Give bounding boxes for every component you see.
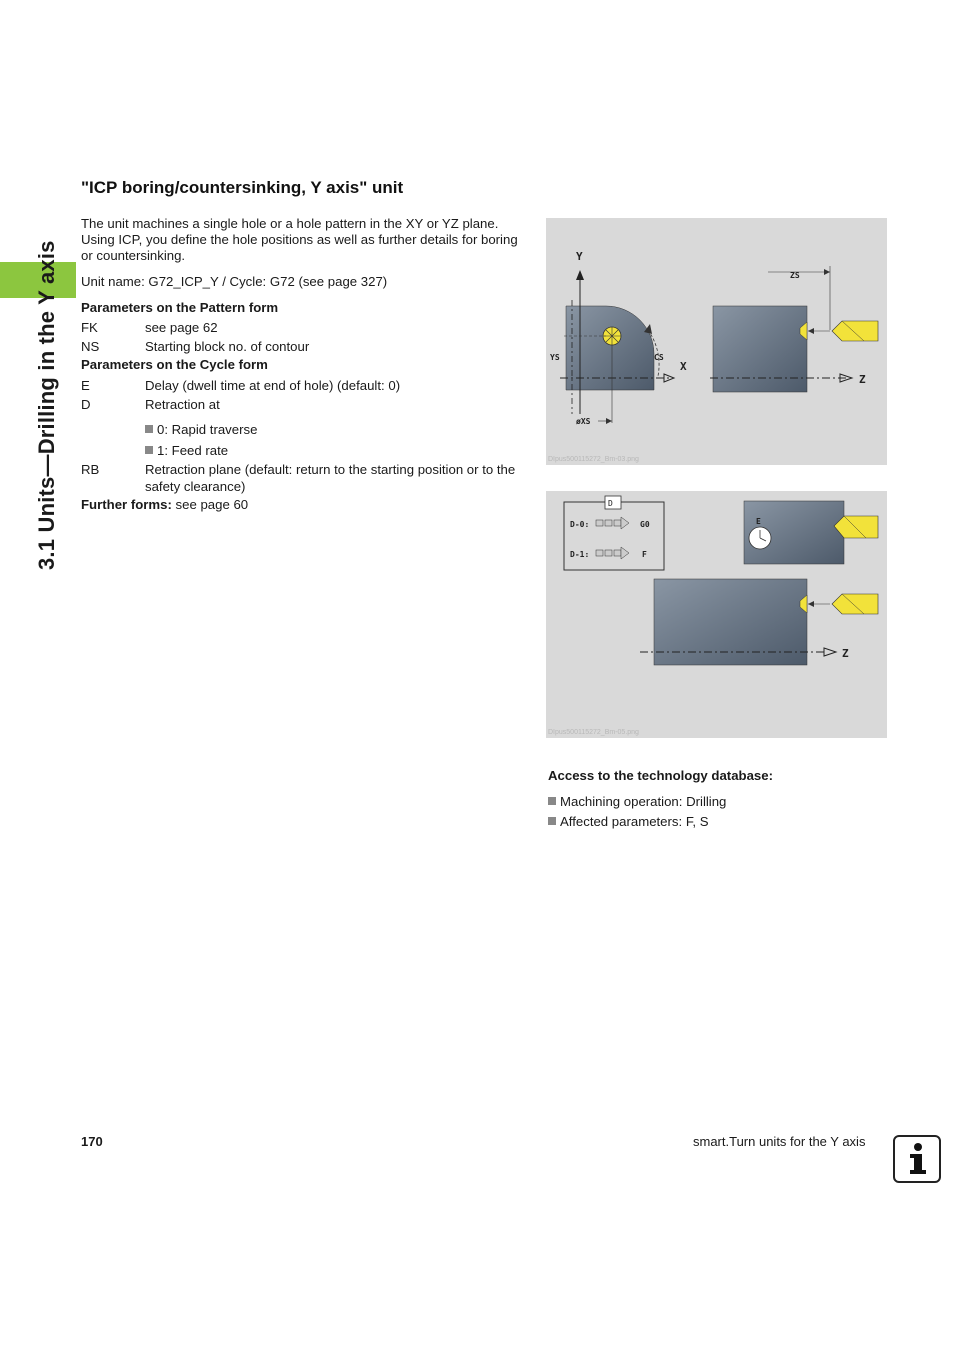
- access-item-text: Affected parameters: F, S: [560, 814, 709, 829]
- param-value: see page 62: [145, 320, 218, 335]
- option-text: 0: Rapid traverse: [157, 422, 258, 437]
- further-forms-label: Further forms:: [81, 497, 172, 512]
- label-f: F: [642, 550, 647, 559]
- label-d: D: [608, 499, 613, 508]
- section-heading: "ICP boring/countersinking, Y axis" unit: [81, 178, 404, 197]
- param-value: Retraction at: [145, 397, 220, 412]
- intro-paragraph: The unit machines a single hole or a hole pattern in the XY or YZ plane. Using ICP, you define the hole positions as well as further details for boring or countersinking.: [81, 216, 518, 263]
- param-key: RB: [81, 462, 100, 477]
- param-key: NS: [81, 339, 100, 354]
- label-z: Z: [842, 647, 849, 660]
- info-icon: [893, 1135, 941, 1183]
- param-value: Delay (dwell time at end of hole) (default: 0): [145, 378, 401, 393]
- label-zs: ZS: [790, 271, 800, 280]
- label-d0: D-0:: [570, 520, 590, 529]
- bullet-icon: [548, 817, 556, 825]
- param-key: FK: [81, 320, 98, 335]
- access-item: [548, 814, 709, 829]
- access-item: [548, 794, 726, 809]
- param-key: D: [81, 397, 91, 412]
- param-key: E: [81, 378, 90, 393]
- access-item-text: Machining operation: Drilling: [560, 794, 727, 809]
- bullet-icon: [145, 446, 153, 454]
- figure-2-drawing: [546, 491, 887, 738]
- param-value: Retraction plane (default: return to the starting position or to the safety clearance): [145, 462, 516, 494]
- figure-retraction: [546, 491, 887, 738]
- further-forms-value: see page 60: [171, 497, 249, 512]
- figure-filename: DIpus500115272_Bm-03.png: [548, 456, 639, 463]
- cycle-form-heading: Parameters on the Cycle form: [81, 357, 268, 372]
- figure-filename: DIpus500115272_Bm-05.png: [548, 729, 639, 736]
- page-number: 170: [81, 1134, 103, 1149]
- label-x: X: [680, 360, 687, 373]
- label-g0: G0: [640, 520, 650, 529]
- label-y: Y: [576, 250, 583, 263]
- further-forms: [81, 497, 526, 513]
- label-cs: CS: [654, 353, 664, 362]
- label-e: E: [756, 517, 761, 526]
- label-z: Z: [859, 373, 866, 386]
- pattern-form-heading: Parameters on the Pattern form: [81, 300, 279, 315]
- figure-drilling-geometry: [546, 218, 887, 465]
- unit-name: Unit name: G72_ICP_Y / Cycle: G72 (see page 327): [81, 274, 388, 289]
- bullet-icon: [145, 425, 153, 433]
- chapter-title-text: 3.1 Units—Drilling in the Y axis: [34, 240, 59, 570]
- label-ys: YS: [550, 353, 560, 362]
- chapter-title-vertical: [34, 178, 82, 578]
- access-title: Access to the technology database:: [548, 768, 773, 783]
- label-xs: øXS: [576, 417, 591, 426]
- figure-1-drawing: [546, 218, 887, 465]
- label-d1: D-1:: [570, 550, 590, 559]
- footer-text: smart.Turn units for the Y axis: [693, 1134, 866, 1149]
- param-value: Starting block no. of contour: [145, 339, 310, 354]
- option-text: 1: Feed rate: [157, 443, 229, 458]
- bullet-icon: [548, 797, 556, 805]
